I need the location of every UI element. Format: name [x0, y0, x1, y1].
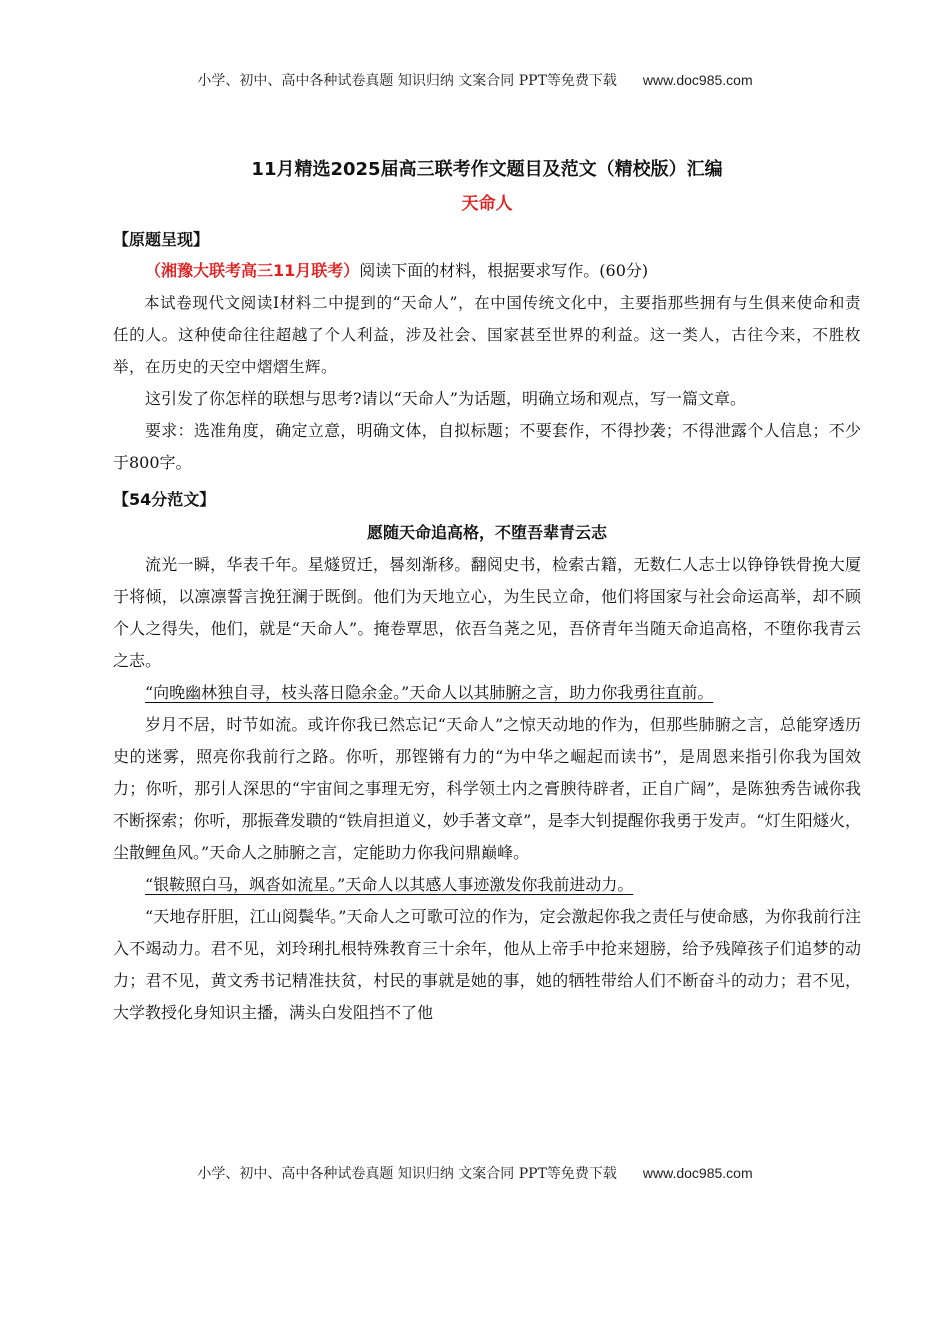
section-heading-essay: 【54分范文】 [113, 490, 216, 509]
footer-url-link[interactable]: www.doc985.com [642, 1165, 753, 1181]
page-footer [0, 1163, 950, 1183]
prompt-paragraph: 这引发了你怎样的联想与思考?请以“天命人”为话题，明确立场和观点，写一篇文章。 [145, 389, 746, 408]
header-text: 小学、初中、高中各种试卷真题 知识归纳 文案合同 PPT等免费下载 [197, 73, 617, 89]
instruction-text: 阅读下面的材料，根据要求写作。(60分) [359, 261, 649, 280]
essay-subheading-text: “向晚幽林独自寻，枝头落日隐余金。”天命人以其肺腑之言，助力你我勇往直前。 [145, 683, 714, 702]
essay-subheading-text: “银鞍照白马，飒沓如流星。”天命人以其感人事迹激发你我前进动力。 [145, 875, 634, 894]
document-body [113, 155, 861, 1029]
material-paragraph: 本试卷现代文阅读Ⅰ材料二中提到的“天命人”，在中国传统文化中，主要指那些拥有与生俱来使命和责任的人。这种使命往往超越了个人利益，涉及社会、国家甚至世界的利益。这一类人，古往今来，不胜枚举，在历史的天空中熠熠生辉。 [113, 294, 861, 376]
essay-subheading [113, 869, 861, 901]
essay-subheading [113, 677, 861, 709]
document-title: 11月精选2025届高三联考作文题目及范文（精校版）汇编 [251, 159, 723, 180]
requirements-paragraph: 要求：选准角度，确定立意，明确文体，自拟标题；不要套作，不得抄袭；不得泄露个人信息；不少于800字。 [113, 421, 861, 472]
source-label: （湘豫大联考高三11月联考） [145, 261, 360, 280]
footer-text: 小学、初中、高中各种试卷真题 知识归纳 文案合同 PPT等免费下载 [197, 1166, 617, 1182]
section-heading-original: 【原题呈现】 [113, 230, 210, 249]
essay-paragraph: “天地存肝胆，江山阅鬓华。”天命人之可歌可泣的作为，定会激起你我之责任与使命感，为你我前行注入不竭动力。君不见，刘玲琍扎根特殊教育三十余年，他从上帝手中抢来翅膀，给予残障孩子们追梦的动力；君不见，黄文秀书记精准扶贫，村民的事就是她的事，她的牺牲带给人们不断奋斗的动力；君不见，大学教授化身知识主播，满头白发阻挡不了他 [113, 907, 861, 1022]
instruction-paragraph [113, 255, 861, 287]
essay-paragraph: 岁月不居，时节如流。或许你我已然忘记“天命人”之惊天动地的作为，但那些肺腑之言，总能穿透历史的迷雾，照亮你我前行之路。你听，那铿锵有力的“为中华之崛起而读书”，是周恩来指引你我为国效力；你听，那引人深思的“宇宙间之事理无穷，科学领土内之膏腴待辟者，正自广阔”，是陈独秀告诫你我不断探索；你听，那振聋发聩的“铁肩担道义，妙手著文章”，是李大钊提醒你我勇于发声。“灯生阳燧火，尘散鲤鱼风。”天命人之肺腑之言，定能助力你我问鼎巅峰。 [113, 715, 861, 862]
header-url-link[interactable]: www.doc985.com [642, 72, 753, 88]
page-header [0, 70, 950, 90]
document-subtitle: 天命人 [461, 194, 513, 214]
essay-title: 愿随天命追高格，不堕吾辈青云志 [366, 523, 607, 542]
essay-paragraph: 流光一瞬，华表千年。星燧贸迁，晷刻渐移。翻阅史书，检索古籍，无数仁人志士以铮铮铁骨挽大厦于将倾，以凛凛誓言挽狂澜于既倒。他们为天地立心，为生民立命，他们将国家与社会命运高举，却不顾个人之得失，他们，就是“天命人”。掩卷覃思，依吾刍荛之见，吾侪青年当随天命追高格，不堕你我青云之志。 [113, 555, 861, 670]
